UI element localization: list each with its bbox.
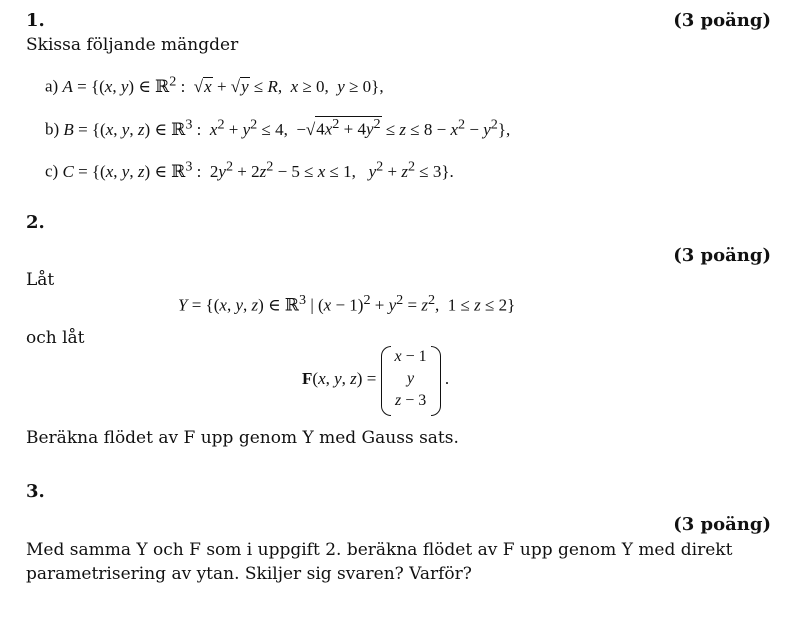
- problem-3-line-1: Med samma Y och F som i uppgift 2. beräkna flödet av F upp genom Y med direkt: [26, 540, 733, 560]
- problem-3-points: (3 poäng): [673, 514, 771, 535]
- problem-2-points: (3 poäng): [673, 245, 771, 266]
- vector-field-definition: F(x, y, z) = x − 1 y z − 3 .: [302, 346, 449, 412]
- problem-3-number: 3.: [26, 481, 45, 502]
- problem-1a: [45, 73, 384, 97]
- problem-1-intro: Skissa följande mängder: [26, 35, 239, 55]
- surface-y-definition: Y = {(x, y, z) ∈ ℝ$^3$ | $(x - 1)^2 + y^2 = z^2$, 1 ≤ z ≤ 2}: [178, 292, 516, 315]
- problem-1c-label: c): [45, 161, 59, 181]
- problem-1b-label: b): [45, 119, 60, 139]
- problem-1a-formula: A = {(x, y) ∈ ℝ$^2$ : √x + √y ≤ R, x ≥ 0, y ≥ 0},: [62, 73, 384, 96]
- problem-2-question: Beräkna flödet av F upp genom Y med Gauss sats.: [26, 428, 459, 448]
- problem-1b-formula: B = {(x, y, z) ∈ ℝ$^3$ : $x^2 + y^2 \le 4$, $-√4x^2 + 4y^2 \le z \le 8 - x^2 - y^2$},: [63, 116, 511, 139]
- problem-1c: [45, 158, 454, 182]
- problem-1-number: 1.: [26, 10, 45, 31]
- problem-1-points: (3 poäng): [673, 10, 771, 31]
- problem-2-lat: Låt: [26, 270, 55, 290]
- problem-1a-label: a): [45, 76, 59, 96]
- problem-3-line-2: parametrisering av ytan. Skiljer sig svaren? Varför?: [26, 564, 472, 584]
- problem-2-och-lat: och låt: [26, 328, 85, 348]
- problem-2-number: 2.: [26, 212, 45, 233]
- vector-field-matrix: x − 1 y z − 3: [381, 346, 441, 412]
- problem-1b: [45, 116, 510, 140]
- problem-1c-formula: C = {(x, y, z) ∈ ℝ$^3$ : $2y^2 + 2z^2 - 5 \le x \le 1$, $y^2 + z^2 \le 3$}.: [62, 158, 454, 181]
